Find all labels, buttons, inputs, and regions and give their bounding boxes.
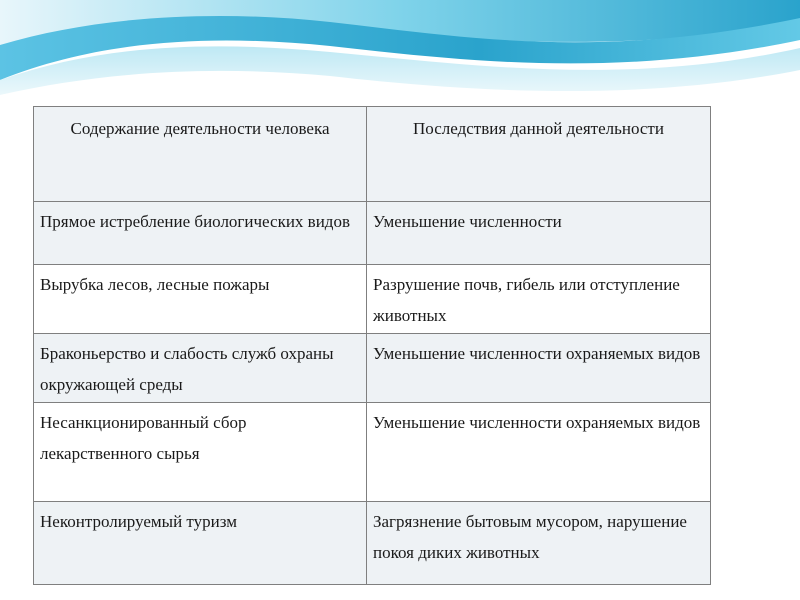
activity-cell: Несанкционированный сбор лекарственного сырья bbox=[34, 403, 367, 502]
table-row bbox=[34, 265, 711, 334]
table-row bbox=[34, 334, 711, 403]
table-row bbox=[34, 403, 711, 502]
activity-cell: Прямое истребление биологических видов bbox=[34, 202, 367, 265]
consequence-cell: Уменьшение численности охраняемых видов bbox=[367, 334, 711, 403]
consequence-cell: Загрязнение бытовым мусором, нарушение покоя диких животных bbox=[367, 502, 711, 585]
consequence-cell: Уменьшение численности bbox=[367, 202, 711, 265]
consequences-table bbox=[33, 106, 711, 585]
activity-cell: Неконтролируемый туризм bbox=[34, 502, 367, 585]
header-consequence: Последствия данной деятельности bbox=[367, 107, 711, 202]
header-activity: Содержание деятельности человека bbox=[34, 107, 367, 202]
activity-cell: Браконьерство и слабость служб охраны окружающей среды bbox=[34, 334, 367, 403]
consequences-table-container bbox=[33, 106, 710, 585]
consequence-cell: Уменьшение численности охраняемых видов bbox=[367, 403, 711, 502]
table-row bbox=[34, 202, 711, 265]
activity-cell: Вырубка лесов, лесные пожары bbox=[34, 265, 367, 334]
table-header bbox=[34, 107, 711, 202]
header-wave-decoration bbox=[0, 0, 800, 110]
consequence-cell: Разрушение почв, гибель или отступление животных bbox=[367, 265, 711, 334]
table-row bbox=[34, 502, 711, 585]
